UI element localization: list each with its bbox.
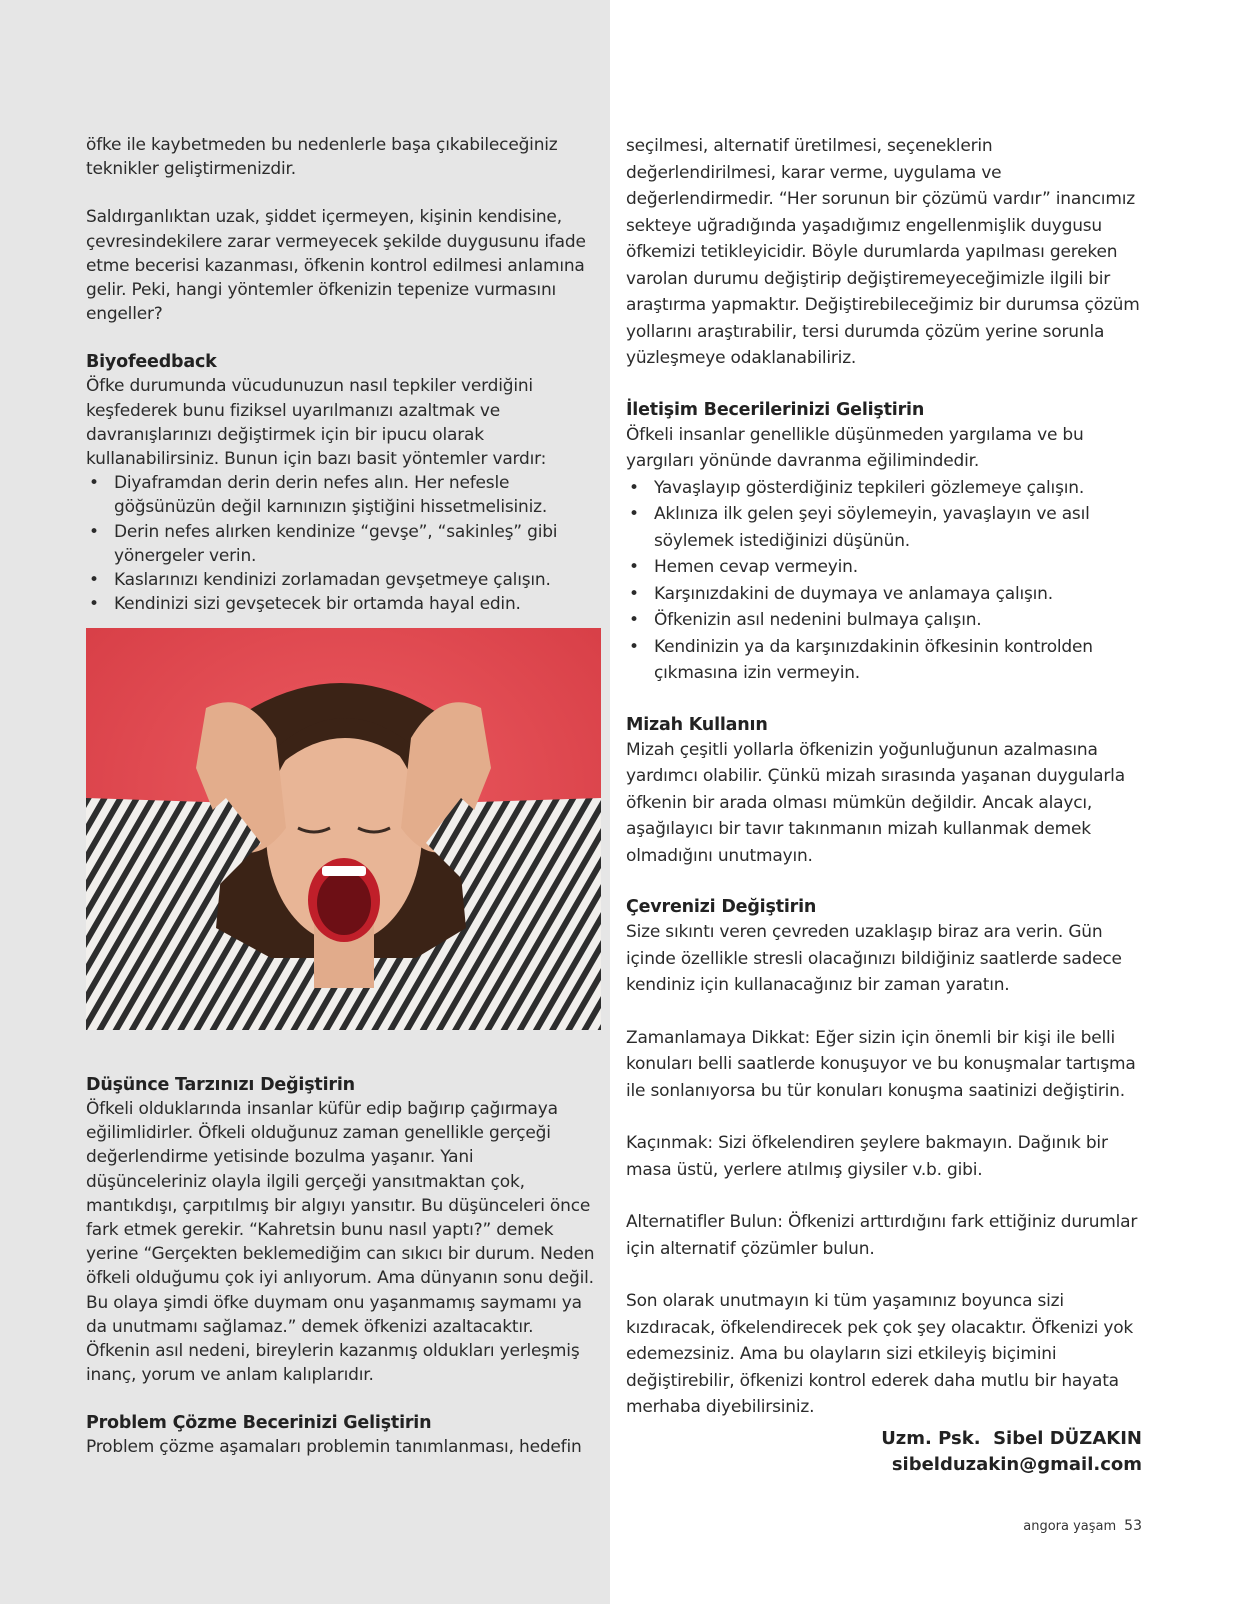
- list-item: • Kendinizin ya da karşınızdakinin öfkesinin kontrolden çıkmasına izin vermeyin.: [626, 634, 1144, 687]
- thinking-text: Öfkeli olduklarında insanlar küfür edip bağırıp çağırmaya eğilimlidirler. Öfkeli olduğunuz zaman genellikle gerçeği değerlendirme yetisinde bozulma yaşanır. Yani düşünceleriniz olayla ilgili gerçeği yansıtmaktan çok, mantıkdışı, çarpıtılmış bir algıyı yansıtır. Bu düşünceleri önce fark etmek gerekir. “Kahretsin bunu nasıl yaptı?” demek yerine “Gerçekten beklemediğim can sıkıcı bir durum. Neden öfkeli olduğumu çok iyi anlıyorum. Ama dünyanın sonu değil. Bu olaya şimdi öfke duymam onu yaşanmamış saymamı ya da unutmamı sağlamaz.” demek öfkenizi azaltacaktır. Öfkenin asıl nedeni, bireylerin kazanmış oldukları yerleşmiş inanç, yorum ve anlam kalıplarıdır.: [86, 1099, 595, 1386]
- intro-paragraph: Saldırganlıktan uzak, şiddet içermeyen, kişinin kendisine, çevresindekilere zarar vermeyecek şekilde duygusunu ifade etme becerisi kazanması, öfkenin kontrol edilmesi anlamına gelir. Peki, hangi yöntemler öfkenizin tepenize vurmasını engeller?: [86, 207, 586, 325]
- communication-heading: İletişim Becerilerinizi Geliştirin: [626, 399, 925, 420]
- list-item: • Yavaşlayıp gösterdiğiniz tepkileri gözlemeye çalışın.: [626, 475, 1144, 502]
- list-item: • Aklınıza ilk gelen şeyi söylemeyin, yavaşlayın ve asıl söylemek istediğinizi düşünün.: [626, 501, 1144, 554]
- environment-heading: Çevrenizi Değiştirin: [626, 897, 817, 917]
- environment-text: Size sıkıntı veren çevreden uzaklaşıp biraz ara verin. Gün içinde özellikle stresli olacağınızı bildiğiniz saatlerde sadece kendiniz için kullanacağınız bir zaman yaratın.: [626, 922, 1122, 995]
- avoid-paragraph: Kaçınmak: Sizi öfkelendiren şeylere bakmayın. Dağınık bir masa üstü, yerlere atılmış giysiler v.b. gibi.: [626, 1133, 1108, 1180]
- left-column-lower: [86, 1073, 598, 1460]
- page-number: 53: [1124, 1518, 1142, 1534]
- communication-text: Öfkeli insanlar genellikle düşünmeden yargılama ve bu yargıları yönünde davranma eğilimindedir.: [626, 424, 1084, 471]
- list-item: • Öfkenizin asıl nedenini bulmaya çalışın.: [626, 607, 1144, 634]
- timing-paragraph: Zamanlamaya Dikkat: Eğer sizin için önemli bir kişi ile belli konuları belli saatlerde konuşuyor ve bu konuşmalar tartışma ile sonlanıyorsa bu tür konuları konuşma saatinizi değiştirin.: [626, 1027, 1136, 1101]
- list-item: • Diyaframdan derin derin nefes alın. Her nefesle göğsünüzün değil karnınızın şiştiğini hissetmelisiniz.: [86, 471, 598, 519]
- author-signature: [881, 1426, 1142, 1478]
- biofeedback-text: Öfke durumunda vücudunuzun nasıl tepkiler verdiğini keşfederek bunu fiziksel uyarılmanızı azaltmak ve davranışlarınızı değiştirmek için bir ipucu olarak kullanabilirsiniz. Bunun için bazı basit yöntemler vardır:: [86, 376, 547, 470]
- problem-continuation: seçilmesi, alternatif üretilmesi, seçeneklerin değerlendirilmesi, karar verme, uygulama ve değerlendirmedir. “Her sorunun bir çözümü vardır” inancımız sekteye uğradığında yaşadığımız engellenmişlik duygusu öfkemizi tetikleyicidir. Böyle durumlarda yapılması gereken varolan durumu değiştirip değiştiremeyeceğimizle ilgili bir araştırma yapmaktır. Değiştirebileceğimiz bir durumsa çözüm yollarını araştırabilir, tersi durumda çözüm yerine sorunla yüzleşmeye odaklanabiliriz.: [626, 136, 1140, 368]
- list-item: • Kendinizi sizi gevşetecek bir ortamda hayal edin.: [86, 592, 598, 616]
- article-photo: [86, 628, 601, 1030]
- author-name: Uzm. Psk. Sibel DÜZAKIN: [881, 1428, 1142, 1449]
- list-item: • Derin nefes alırken kendinize “gevşe”, “sakinleş” gibi yönergeler verin.: [86, 520, 598, 568]
- intro-continuation: öfke ile kaybetmeden bu nedenlerle başa çıkabileceğiniz teknikler geliştirmenizdir.: [86, 135, 558, 180]
- biofeedback-heading: Biyofeedback: [86, 352, 217, 373]
- list-item: • Karşınızdakini de duymaya ve anlamaya çalışın.: [626, 581, 1144, 608]
- humor-text: Mizah çeşitli yollarla öfkenizin yoğunluğunun azalmasına yardımcı olabilir. Çünkü mizah sırasında yaşanan duygularla öfkenin bir arada olması mümkün değildir. Ancak alaycı, aşağılayıcı bir tavır takınmanın mizah kullanmak demek olmadığını unutmayın.: [626, 739, 1125, 866]
- right-column: [626, 133, 1144, 1421]
- problem-heading: Problem Çözme Becerinizi Geliştirin: [86, 1413, 432, 1434]
- author-email[interactable]: sibelduzakin@gmail.com: [891, 1454, 1142, 1475]
- humor-heading: Mizah Kullanın: [626, 714, 768, 735]
- closing-paragraph: Son olarak unutmayın ki tüm yaşamınız boyunca sizi kızdıracak, öfkelendirecek pek çok şey olacaktır. Öfkenizi yok edemezsiniz. Ama bu olayların sizi etkileyiş biçimini değiştirebilir, öfkenizi kontrol ederek daha mutlu bir hayata merhaba diyebilirsiniz.: [626, 1291, 1134, 1417]
- left-column: [86, 133, 598, 616]
- problem-text: Problem çözme aşamaları problemin tanımlanması, hedefin: [86, 1437, 582, 1458]
- biofeedback-list: [86, 471, 598, 616]
- screaming-woman-illustration: [86, 628, 601, 1030]
- list-item: • Hemen cevap vermeyin.: [626, 554, 1144, 581]
- alternatives-paragraph: Alternatifler Bulun: Öfkenizi arttırdığını fark ettiğiniz durumlar için alternatif çözümler bulun.: [626, 1212, 1138, 1259]
- page-footer: [1023, 1518, 1142, 1534]
- communication-list: [626, 475, 1144, 687]
- list-item: • Kaslarınızı kendinizi zorlamadan gevşetmeye çalışın.: [86, 568, 598, 592]
- magazine-name: angora yaşam: [1023, 1519, 1117, 1534]
- thinking-heading: Düşünce Tarzınızı Değiştirin: [86, 1075, 355, 1095]
